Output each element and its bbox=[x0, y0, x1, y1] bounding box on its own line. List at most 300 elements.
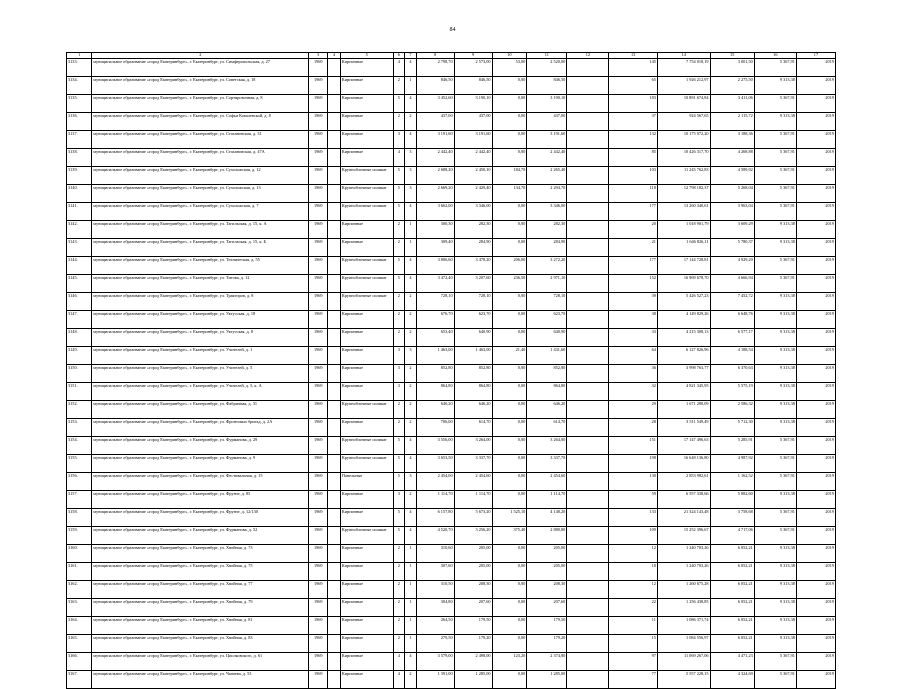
residential-area-cell: 3 264,00 bbox=[527, 436, 567, 454]
column-header: 17 bbox=[796, 53, 835, 59]
floors-cell: 5 bbox=[393, 472, 405, 490]
residents-cell: 29 bbox=[609, 400, 657, 418]
cost-per-sqm-cell: 6 370,63 bbox=[710, 364, 754, 382]
total-cost-cell: 1 256 438,85 bbox=[657, 598, 710, 616]
total-area-cell: 2 442,40 bbox=[416, 148, 454, 166]
table-row bbox=[67, 436, 836, 454]
planned-year-cell: 2019 bbox=[796, 508, 835, 526]
floors-cell: 2 bbox=[393, 634, 405, 652]
total-cost-cell: 6 127 826,96 bbox=[657, 346, 710, 364]
row-number-cell: 3148. bbox=[67, 328, 92, 346]
year-renovated-cell bbox=[328, 328, 341, 346]
year-built-cell: 1969 bbox=[309, 58, 328, 76]
row-number-cell: 3155. bbox=[67, 454, 92, 472]
nonresidential-area-cell: 0,00 bbox=[492, 418, 527, 436]
floors-cell: 5 bbox=[393, 256, 405, 274]
residents-cell: 151 bbox=[609, 436, 657, 454]
cost-per-sqm-cell: 3 188,36 bbox=[710, 130, 754, 148]
planned-year-cell: 2019 bbox=[796, 652, 835, 670]
wall-material-cell: Крупноблочные силикат bbox=[340, 454, 393, 472]
wall-material-cell: Панельные bbox=[340, 472, 393, 490]
premises-area-cell: 205,00 bbox=[454, 562, 492, 580]
cost-per-sqm-cell: 2 115,72 bbox=[710, 112, 754, 130]
premises-area-cell: 3 264,00 bbox=[454, 436, 492, 454]
residents-cell: 152 bbox=[609, 274, 657, 292]
cost-per-sqm-cell: 5 268,04 bbox=[710, 184, 754, 202]
limit-cost-cell: 9 313,38 bbox=[754, 490, 796, 508]
floors-cell: 5 bbox=[393, 526, 405, 544]
address-cell: муниципальное образование «город Екатеринбург», г. Екатеринбург, ул. Сухоложская, д. 13 bbox=[92, 184, 309, 202]
limit-cost-cell: 9 313,38 bbox=[754, 310, 796, 328]
premises-area-cell: 2 454,60 bbox=[454, 472, 492, 490]
col-12-cell bbox=[567, 220, 609, 238]
total-area-cell: 3 472,40 bbox=[416, 274, 454, 292]
residential-area-cell: 3 191,60 bbox=[527, 130, 567, 148]
entrances-cell: 2 bbox=[405, 382, 417, 400]
limit-cost-cell: 5 367,91 bbox=[754, 184, 796, 202]
planned-year-cell: 2019 bbox=[796, 562, 835, 580]
year-built-cell: 1969 bbox=[309, 256, 328, 274]
year-renovated-cell bbox=[328, 544, 341, 562]
year-built-cell: 1969 bbox=[309, 454, 328, 472]
address-cell: муниципальное образование «город Екатеринбург», г. Екатеринбург, ул. Техническая, д. 55 bbox=[92, 256, 309, 274]
cost-per-sqm-cell: 3 963,04 bbox=[710, 202, 754, 220]
year-renovated-cell bbox=[328, 400, 341, 418]
year-built-cell: 1969 bbox=[309, 634, 328, 652]
cost-per-sqm-cell: 6 648,76 bbox=[710, 310, 754, 328]
entrances-cell: 4 bbox=[405, 508, 417, 526]
cost-per-sqm-cell: 2 586,32 bbox=[710, 400, 754, 418]
year-renovated-cell bbox=[328, 346, 341, 364]
residents-cell: 130 bbox=[609, 472, 657, 490]
floors-cell: 5 bbox=[393, 202, 405, 220]
year-built-cell: 1969 bbox=[309, 562, 328, 580]
entrances-cell: 4 bbox=[405, 526, 417, 544]
year-renovated-cell bbox=[328, 58, 341, 76]
residential-area-cell: 179,20 bbox=[527, 634, 567, 652]
cost-per-sqm-cell: 3 758,68 bbox=[710, 508, 754, 526]
entrances-cell: 2 bbox=[405, 112, 417, 130]
address-cell: муниципальное образование «город Екатеринбург», г. Екатеринбург, ул. Уктусская, д. 8 bbox=[92, 328, 309, 346]
year-renovated-cell bbox=[328, 130, 341, 148]
year-built-cell: 1969 bbox=[309, 580, 328, 598]
limit-cost-cell: 5 367,91 bbox=[754, 436, 796, 454]
col-12-cell bbox=[567, 310, 609, 328]
year-renovated-cell bbox=[328, 526, 341, 544]
residential-area-cell: 614,70 bbox=[527, 418, 567, 436]
entrances-cell: 2 bbox=[405, 292, 417, 310]
year-built-cell: 1969 bbox=[309, 238, 328, 256]
column-header: 8 bbox=[416, 53, 454, 59]
wall-material-cell: Крупноблочные силикат bbox=[340, 184, 393, 202]
total-area-cell: 2 669,20 bbox=[416, 184, 454, 202]
address-cell: муниципальное образование «город Екатеринбург», г. Екатеринбург, ул. Фронтовых бригад, д. 2А bbox=[92, 418, 309, 436]
floors-cell: 5 bbox=[393, 94, 405, 112]
page-number: 84 bbox=[449, 27, 456, 33]
floors-cell: 2 bbox=[393, 76, 405, 94]
entrances-cell: 1 bbox=[405, 634, 417, 652]
total-cost-cell: 10 426 317,70 bbox=[657, 148, 710, 166]
row-number-cell: 3140. bbox=[67, 184, 92, 202]
planned-year-cell: 2019 bbox=[796, 400, 835, 418]
residential-area-cell: 2 971,10 bbox=[527, 274, 567, 292]
limit-cost-cell: 9 313,38 bbox=[754, 364, 796, 382]
premises-area-cell: 3 337,70 bbox=[454, 454, 492, 472]
table-row bbox=[67, 184, 836, 202]
col-12-cell bbox=[567, 436, 609, 454]
table-row bbox=[67, 364, 836, 382]
cost-per-sqm-cell: 4 987,92 bbox=[710, 454, 754, 472]
col-12-cell bbox=[567, 364, 609, 382]
limit-cost-cell: 9 313,38 bbox=[754, 598, 796, 616]
limit-cost-cell: 9 313,38 bbox=[754, 634, 796, 652]
total-cost-cell: 12 798 182,37 bbox=[657, 184, 710, 202]
residents-cell: 132 bbox=[609, 130, 657, 148]
cost-per-sqm-cell: 5 780,37 bbox=[710, 238, 754, 256]
premises-area-cell: 1 463,00 bbox=[454, 346, 492, 364]
row-number-cell: 3135. bbox=[67, 94, 92, 112]
nonresidential-area-cell: 236,50 bbox=[492, 274, 527, 292]
residents-cell: 183 bbox=[609, 94, 657, 112]
table-row bbox=[67, 634, 836, 652]
wall-material-cell: Кирпичные bbox=[340, 310, 393, 328]
residents-cell: 97 bbox=[609, 652, 657, 670]
entrances-cell: 4 bbox=[405, 652, 417, 670]
wall-material-cell: Кирпичные bbox=[340, 544, 393, 562]
residential-area-cell: 2 374,80 bbox=[527, 652, 567, 670]
total-cost-cell: 15 252 396,67 bbox=[657, 526, 710, 544]
column-header: 13 bbox=[609, 53, 657, 59]
cost-per-sqm-cell: 6 052,21 bbox=[710, 562, 754, 580]
nonresidential-area-cell: 0,00 bbox=[492, 328, 527, 346]
residential-area-cell: 1 285,00 bbox=[527, 670, 567, 688]
nonresidential-area-cell: 134,70 bbox=[492, 184, 527, 202]
nonresidential-area-cell: 0,00 bbox=[492, 562, 527, 580]
col-12-cell bbox=[567, 382, 609, 400]
premises-area-cell: 1 285,00 bbox=[454, 670, 492, 688]
total-area-cell: 264,50 bbox=[416, 616, 454, 634]
address-cell: муниципальное образование «город Екатеринбург», г. Екатеринбург, ул. Хвойная, д. 75 bbox=[92, 562, 309, 580]
nonresidential-area-cell: 0,00 bbox=[492, 364, 527, 382]
limit-cost-cell: 9 313,38 bbox=[754, 220, 796, 238]
residential-area-cell: 646,20 bbox=[527, 400, 567, 418]
total-cost-cell: 1 671 280,09 bbox=[657, 400, 710, 418]
floors-cell: 2 bbox=[393, 328, 405, 346]
col-12-cell bbox=[567, 346, 609, 364]
wall-material-cell: Кирпичные bbox=[340, 148, 393, 166]
total-cost-cell: 2 853 982,61 bbox=[657, 472, 710, 490]
limit-cost-cell: 9 313,38 bbox=[754, 382, 796, 400]
planned-year-cell: 2019 bbox=[796, 526, 835, 544]
limit-cost-cell: 9 313,38 bbox=[754, 544, 796, 562]
floors-cell: 5 bbox=[393, 454, 405, 472]
residents-cell: 12 bbox=[609, 580, 657, 598]
nonresidential-area-cell: 0,00 bbox=[492, 400, 527, 418]
floors-cell: 3 bbox=[393, 346, 405, 364]
floors-cell: 2 bbox=[393, 310, 405, 328]
planned-year-cell: 2019 bbox=[796, 544, 835, 562]
floors-cell: 4 bbox=[393, 652, 405, 670]
planned-year-cell: 2019 bbox=[796, 436, 835, 454]
entrances-cell: 1 bbox=[405, 598, 417, 616]
year-built-cell: 1969 bbox=[309, 274, 328, 292]
col-12-cell bbox=[567, 652, 609, 670]
total-area-cell: 864,80 bbox=[416, 382, 454, 400]
total-area-cell: 4 520,70 bbox=[416, 526, 454, 544]
residents-cell: 198 bbox=[609, 454, 657, 472]
floors-cell: 2 bbox=[393, 598, 405, 616]
nonresidential-area-cell: 21,40 bbox=[492, 346, 527, 364]
total-cost-cell: 5 426 527,23 bbox=[657, 292, 710, 310]
wall-material-cell: Кирпичные bbox=[340, 616, 393, 634]
address-cell: муниципальное образование «город Екатеринбург», г. Екатеринбург, ул. Хвойная, д. 77 bbox=[92, 580, 309, 598]
floors-cell: 2 bbox=[393, 544, 405, 562]
col-12-cell bbox=[567, 670, 609, 688]
total-cost-cell: 11 245 762,83 bbox=[657, 166, 710, 184]
year-built-cell: 1969 bbox=[309, 670, 328, 688]
planned-year-cell: 2019 bbox=[796, 364, 835, 382]
table-row bbox=[67, 616, 836, 634]
premises-area-cell: 2 573,00 bbox=[454, 58, 492, 76]
row-number-cell: 3159. bbox=[67, 526, 92, 544]
nonresidential-area-cell: 0,00 bbox=[492, 472, 527, 490]
total-cost-cell: 10 175 972,20 bbox=[657, 130, 710, 148]
col-12-cell bbox=[567, 76, 609, 94]
year-renovated-cell bbox=[328, 652, 341, 670]
residents-cell: 118 bbox=[609, 184, 657, 202]
row-number-cell: 3150. bbox=[67, 364, 92, 382]
address-cell: муниципальное образование «город Екатеринбург», г. Екатеринбург, ул. Учителей, д. 5, к. А bbox=[92, 382, 309, 400]
year-built-cell: 1969 bbox=[309, 346, 328, 364]
limit-cost-cell: 9 313,38 bbox=[754, 76, 796, 94]
residents-cell: 109 bbox=[609, 526, 657, 544]
planned-year-cell: 2019 bbox=[796, 454, 835, 472]
entrances-cell: 1 bbox=[405, 616, 417, 634]
column-header: 4 bbox=[328, 53, 341, 59]
residents-cell: 32 bbox=[609, 382, 657, 400]
planned-year-cell: 2019 bbox=[796, 580, 835, 598]
residential-area-cell: 3 272,20 bbox=[527, 256, 567, 274]
total-cost-cell: 16 648 136,80 bbox=[657, 454, 710, 472]
planned-year-cell: 2019 bbox=[796, 166, 835, 184]
total-area-cell: 1 114,70 bbox=[416, 490, 454, 508]
wall-material-cell: Крупноблочные силикат bbox=[340, 436, 393, 454]
column-header: 11 bbox=[527, 53, 567, 59]
cost-per-sqm-cell: 4 188,54 bbox=[710, 346, 754, 364]
premises-area-cell: 3 346,00 bbox=[454, 202, 492, 220]
entrances-cell: 1 bbox=[405, 220, 417, 238]
residential-area-cell: 2 265,40 bbox=[527, 166, 567, 184]
address-cell: муниципальное образование «город Екатеринбург», г. Екатеринбург, ул. Сухоложская, д. 12 bbox=[92, 166, 309, 184]
wall-material-cell: Кирпичные bbox=[340, 634, 393, 652]
total-cost-cell: 17 144 728,81 bbox=[657, 256, 710, 274]
entrances-cell: 1 bbox=[405, 76, 417, 94]
premises-area-cell: 3 256,20 bbox=[454, 526, 492, 544]
year-built-cell: 1969 bbox=[309, 508, 328, 526]
year-renovated-cell bbox=[328, 418, 341, 436]
year-renovated-cell bbox=[328, 184, 341, 202]
year-built-cell: 1969 bbox=[309, 292, 328, 310]
entrances-cell: 2 bbox=[405, 310, 417, 328]
nonresidential-area-cell: 0,00 bbox=[492, 616, 527, 634]
col-12-cell bbox=[567, 616, 609, 634]
residential-area-cell: 864,80 bbox=[527, 382, 567, 400]
wall-material-cell: Кирпичные bbox=[340, 382, 393, 400]
entrances-cell: 2 bbox=[405, 400, 417, 418]
column-header: 12 bbox=[567, 53, 609, 59]
wall-material-cell: Кирпичные bbox=[340, 508, 393, 526]
planned-year-cell: 2019 bbox=[796, 58, 835, 76]
floors-cell: 2 bbox=[393, 238, 405, 256]
row-number-cell: 3133. bbox=[67, 58, 92, 76]
total-cost-cell: 1 018 901,79 bbox=[657, 220, 710, 238]
address-cell: муниципальное образование «город Екатеринбург», г. Екатеринбург, ул. Хвойная, д. 73 bbox=[92, 544, 309, 562]
year-built-cell: 1969 bbox=[309, 364, 328, 382]
row-number-cell: 3138. bbox=[67, 148, 92, 166]
year-built-cell: 1969 bbox=[309, 544, 328, 562]
wall-material-cell: Крупноблочные силикат bbox=[340, 274, 393, 292]
residents-cell: 18 bbox=[609, 562, 657, 580]
entrances-cell: 4 bbox=[405, 94, 417, 112]
residents-cell: 28 bbox=[609, 418, 657, 436]
entrances-cell: 2 bbox=[405, 418, 417, 436]
limit-cost-cell: 5 367,91 bbox=[754, 256, 796, 274]
row-number-cell: 3152. bbox=[67, 400, 92, 418]
row-number-cell: 3149. bbox=[67, 346, 92, 364]
limit-cost-cell: 5 367,91 bbox=[754, 94, 796, 112]
residents-cell: 103 bbox=[609, 166, 657, 184]
entrances-cell: 4 bbox=[405, 130, 417, 148]
column-header: 7 bbox=[405, 53, 417, 59]
residential-area-cell: 2 454,60 bbox=[527, 472, 567, 490]
wall-material-cell: Кирпичные bbox=[340, 130, 393, 148]
row-number-cell: 3160. bbox=[67, 544, 92, 562]
residential-area-cell: 623,70 bbox=[527, 310, 567, 328]
total-area-cell: 3 579,00 bbox=[416, 652, 454, 670]
wall-material-cell: Крупноблочные силикат bbox=[340, 202, 393, 220]
address-cell: муниципальное образование «город Екатеринбург», г. Екатеринбург, ул. Чапаева, д. 53 bbox=[92, 670, 309, 688]
residents-cell: 39 bbox=[609, 292, 657, 310]
total-cost-cell: 924 567,65 bbox=[657, 112, 710, 130]
premises-area-cell: 2 498,00 bbox=[454, 652, 492, 670]
planned-year-cell: 2019 bbox=[796, 130, 835, 148]
table-row bbox=[67, 58, 836, 76]
cost-per-sqm-cell: 6 052,21 bbox=[710, 544, 754, 562]
floors-cell: 2 bbox=[393, 562, 405, 580]
limit-cost-cell: 5 367,91 bbox=[754, 472, 796, 490]
planned-year-cell: 2019 bbox=[796, 274, 835, 292]
address-cell: муниципальное образование «город Екатеринбург», г. Екатеринбург, ул. Фурманова, д. 9 bbox=[92, 454, 309, 472]
residential-area-cell: 3 346,00 bbox=[527, 202, 567, 220]
year-renovated-cell bbox=[328, 616, 341, 634]
entrances-cell: 1 bbox=[405, 238, 417, 256]
premises-area-cell: 3 190,10 bbox=[454, 94, 492, 112]
premises-area-cell: 614,70 bbox=[454, 418, 492, 436]
nonresidential-area-cell: 184,70 bbox=[492, 166, 527, 184]
wall-material-cell: Кирпичные bbox=[340, 58, 393, 76]
premises-area-cell: 640,90 bbox=[454, 328, 492, 346]
limit-cost-cell: 5 367,91 bbox=[754, 454, 796, 472]
cost-per-sqm-cell: 5 575,19 bbox=[710, 382, 754, 400]
entrances-cell: 1 bbox=[405, 544, 417, 562]
residential-area-cell: 284,90 bbox=[527, 238, 567, 256]
wall-material-cell: Кирпичные bbox=[340, 562, 393, 580]
cost-per-sqm-cell: 6 577,17 bbox=[710, 328, 754, 346]
year-built-cell: 1969 bbox=[309, 490, 328, 508]
entrances-cell: 4 bbox=[405, 202, 417, 220]
floors-cell: 4 bbox=[393, 148, 405, 166]
row-number-cell: 3163. bbox=[67, 598, 92, 616]
address-cell: муниципальное образование «город Екатеринбург», г. Екатеринбург, ул. Хвойная, д. 83 bbox=[92, 634, 309, 652]
nonresidential-area-cell: 0,00 bbox=[492, 112, 527, 130]
floors-cell: 3 bbox=[393, 490, 405, 508]
cost-per-sqm-cell: 4 471,23 bbox=[710, 652, 754, 670]
address-cell: муниципальное образование «город Екатеринбург», г. Екатеринбург, ул. Тагильская, д. 15, к. Б bbox=[92, 238, 309, 256]
floors-cell: 4 bbox=[393, 670, 405, 688]
wall-material-cell: Кирпичные bbox=[340, 94, 393, 112]
total-cost-cell: 7 754 018,19 bbox=[657, 58, 710, 76]
planned-year-cell: 2019 bbox=[796, 328, 835, 346]
limit-cost-cell: 9 313,38 bbox=[754, 112, 796, 130]
planned-year-cell: 2019 bbox=[796, 220, 835, 238]
year-renovated-cell bbox=[328, 364, 341, 382]
entrances-cell: 4 bbox=[405, 256, 417, 274]
table-row bbox=[67, 202, 836, 220]
row-number-cell: 3157. bbox=[67, 490, 92, 508]
residential-area-cell: 846,50 bbox=[527, 76, 567, 94]
row-number-cell: 3146. bbox=[67, 292, 92, 310]
total-area-cell: 2 798,70 bbox=[416, 58, 454, 76]
premises-area-cell: 728,10 bbox=[454, 292, 492, 310]
total-area-cell: 3 653,50 bbox=[416, 454, 454, 472]
table-row bbox=[67, 274, 836, 292]
premises-area-cell: 3 207,60 bbox=[454, 274, 492, 292]
nonresidential-area-cell: 0,00 bbox=[492, 76, 527, 94]
cost-per-sqm-cell: 6 052,21 bbox=[710, 580, 754, 598]
cost-per-sqm-cell: 4 324,69 bbox=[710, 670, 754, 688]
year-built-cell: 1969 bbox=[309, 418, 328, 436]
residents-cell: 145 bbox=[609, 58, 657, 76]
table-row bbox=[67, 526, 836, 544]
col-12-cell bbox=[567, 328, 609, 346]
floors-cell: 5 bbox=[393, 274, 405, 292]
year-renovated-cell bbox=[328, 634, 341, 652]
premises-area-cell: 208,30 bbox=[454, 580, 492, 598]
table-row bbox=[67, 562, 836, 580]
total-area-cell: 2 688,20 bbox=[416, 166, 454, 184]
residents-cell: 85 bbox=[609, 148, 657, 166]
residential-area-cell: 3 190,10 bbox=[527, 94, 567, 112]
residential-area-cell: 2 520,00 bbox=[527, 58, 567, 76]
residential-area-cell: 282,30 bbox=[527, 220, 567, 238]
nonresidential-area-cell: 0,00 bbox=[492, 382, 527, 400]
column-header: 2 bbox=[92, 53, 309, 59]
wall-material-cell: Кирпичные bbox=[340, 346, 393, 364]
nonresidential-area-cell: 0,00 bbox=[492, 634, 527, 652]
wall-material-cell: Кирпичные bbox=[340, 598, 393, 616]
year-built-cell: 1969 bbox=[309, 400, 328, 418]
row-number-cell: 3161. bbox=[67, 562, 92, 580]
address-cell: муниципальное образование «город Екатеринбург», г. Екатеринбург, ул. Фестивальная, д. 15 bbox=[92, 472, 309, 490]
row-number-cell: 3164. bbox=[67, 616, 92, 634]
limit-cost-cell: 9 313,38 bbox=[754, 238, 796, 256]
housing-registry-table bbox=[66, 52, 836, 689]
address-cell: муниципальное образование «город Екатеринбург», г. Екатеринбург, ул. Фабричная, д. 31 bbox=[92, 400, 309, 418]
year-built-cell: 1969 bbox=[309, 616, 328, 634]
column-header: 6 bbox=[393, 53, 405, 59]
total-cost-cell: 13 260 340,61 bbox=[657, 202, 710, 220]
residential-area-cell: 3 337,70 bbox=[527, 454, 567, 472]
